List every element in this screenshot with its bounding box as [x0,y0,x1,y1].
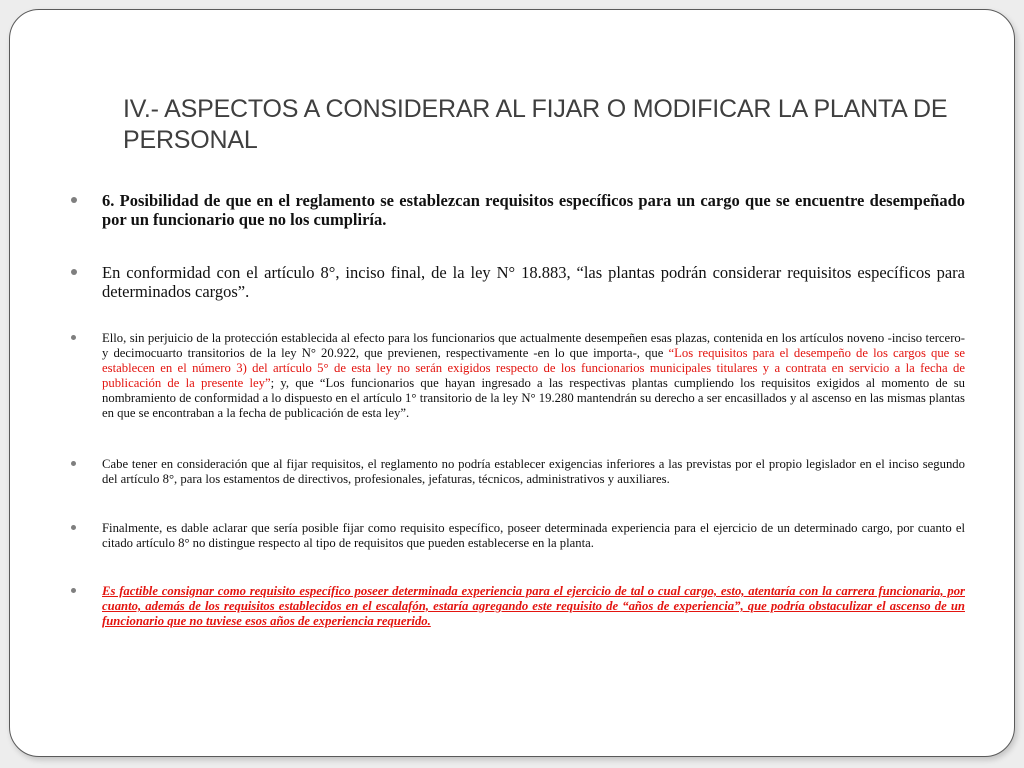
bullet-item-cabe-tener [70,457,965,487]
bullet-text: ; y, que “Los funcionarios que hayan ingresado a las respectivas plantas cumpliendo los requisitos exigidos al momento de su nombramiento de conformidad a lo dispuesto en el artículo 1° transitorio de la ley N° 19.280 mantendrán su derecho a ser encasillados y al ascenso en las mismas plantas en que se encontraban a la fecha de publicación de esta ley”. [102,376,965,420]
bullet-dot-icon [71,461,76,466]
bullet-item-ello [70,331,965,421]
bullet-text: 6. Posibilidad de que en el reglamento se establezcan requisitos específicos para un cargo que se encuentre desempeñado por un funcionario que no los cumpliría. [102,191,965,229]
bullet-item-finalmente [70,521,965,551]
bullet-item-conformidad [70,263,965,301]
bullet-text-red-emphasis: Es factible consignar como requisito específico poseer determinada experiencia para el ejercicio de tal o cual cargo, esto, atentaría con la carrera funcionaria, por cuanto, además de los requisitos establecidos en el escalafón, estaría agregando este requisito de “años de experiencia”, que podría obstaculizar el ascenso de un funcionario que no tuviese esos años de experiencia requerido. [102,584,965,628]
bullet-dot-icon [71,525,76,530]
bullet-text-red-quote: “Los requisitos para el desempeño de los cargos que se establecen en el número 3) del artículo 5° de esta ley no serán exigidos respecto de los funcionarios municipales titulares y a contrata en servicio a la fecha de publicación de la presente ley” [102,346,965,390]
bullet-text: En conformidad con el artículo 8°, inciso final, de la ley N° 18.883, “las plantas podrán considerar requisitos específicos para determinados cargos”. [102,263,965,301]
bullet-text: Ello, sin perjuicio de la protección establecida al efecto para los funcionarios que actualmente desempeñen esas plazas, contenida en los artículos noveno -inciso tercero- y decimocuarto transitorios de la ley N° 20.922, que previenen, respectivamente -en lo que importa-, que [102,331,965,360]
bullet-text: Finalmente, es dable aclarar que sería posible fijar como requisito específico, poseer determinada experiencia para el ejercicio de un determinado cargo, por cuanto el citado artículo 8° no distingue respecto al tipo de requisitos que pueden establecerse en la planta. [102,521,965,550]
slide-title: IV.- ASPECTOS A CONSIDERAR AL FIJAR O MODIFICAR LA PLANTA DE PERSONAL [123,95,948,154]
bullet-item-posibilidad [70,191,965,229]
bullet-dot-icon [71,335,76,340]
bullet-item-es-factible [70,584,965,629]
slide [9,9,1015,757]
bullet-text: Cabe tener en consideración que al fijar requisitos, el reglamento no podría establecer exigencias inferiores a las previstas por el propio legislador en el inciso segundo del artículo 8°, para los estamentos de directivos, profesionales, jefaturas, técnicos, administrativos y auxiliares. [102,457,965,486]
bullet-dot-icon [71,197,77,203]
bullet-list [70,191,965,629]
bullet-dot-icon [71,588,76,593]
bullet-dot-icon [71,269,77,275]
